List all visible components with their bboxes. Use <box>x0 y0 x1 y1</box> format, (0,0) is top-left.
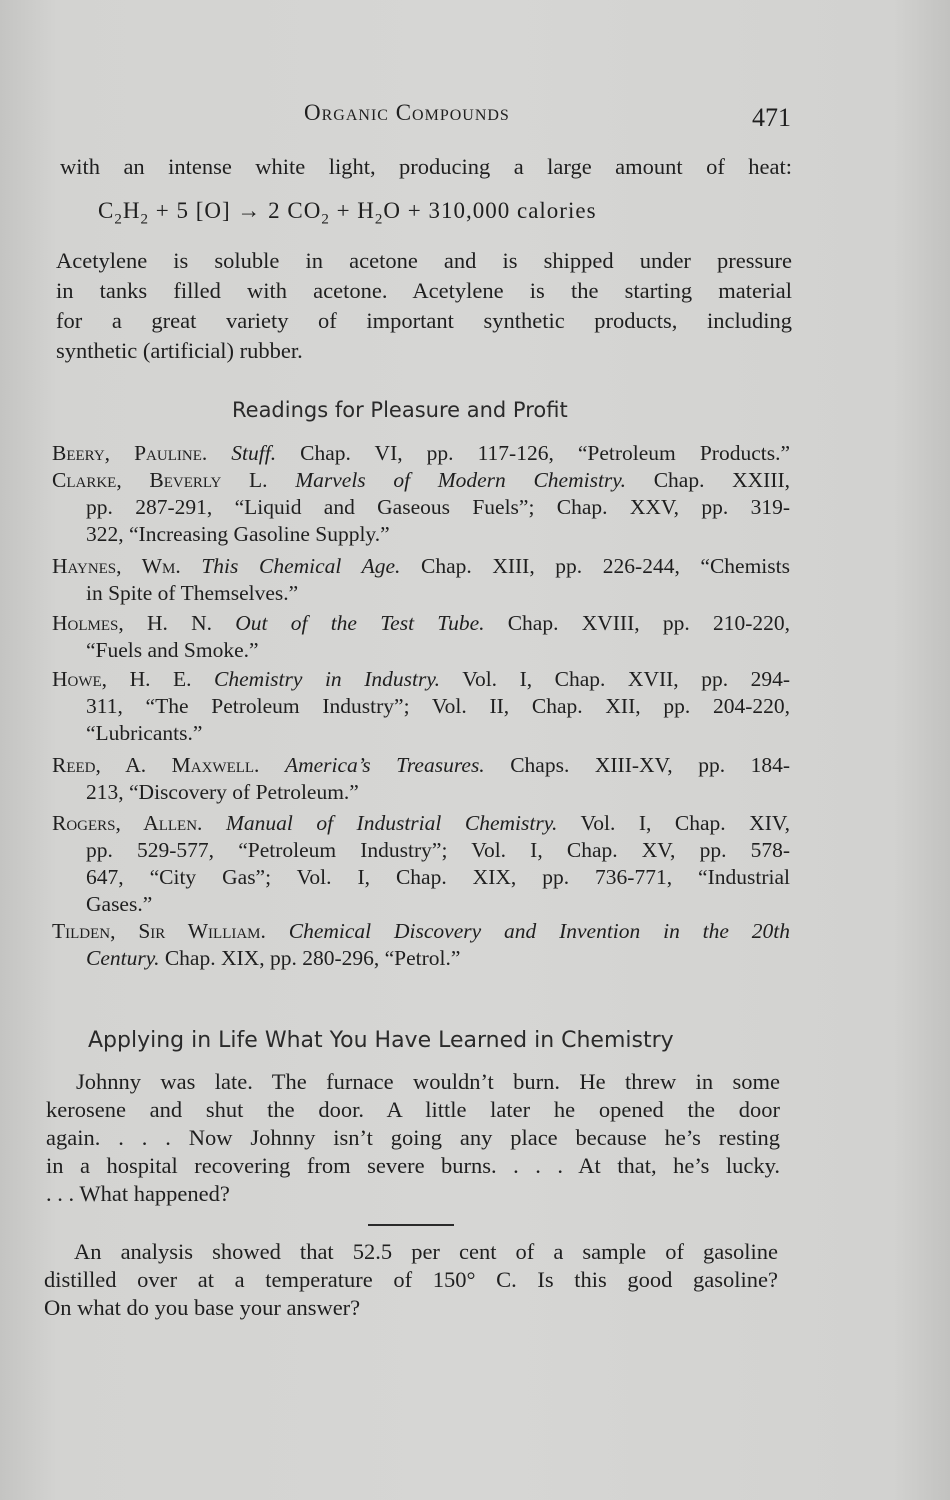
eq-water-h: + H <box>329 198 375 223</box>
reference-title: Chemistry in Industry. <box>214 667 441 691</box>
reference-entry <box>52 440 790 467</box>
reference-continuation: 322, “Increasing Gasoline Supply.” <box>86 522 390 546</box>
intro-text: with an intense white light, producing a large amount of heat: <box>60 154 792 179</box>
reference-author: Reed, A. Maxwell. <box>52 753 260 777</box>
reference-entry <box>52 553 790 607</box>
applying-heading: Applying in Life What You Have Learned in Chemistry <box>88 1028 674 1053</box>
reference-entry <box>52 467 790 548</box>
reference-details: Chap. XIX, pp. 280-296, “Petrol.” <box>164 946 461 970</box>
reference-line <box>52 440 790 467</box>
reference-title-continued: Century. <box>86 946 160 970</box>
reference-title: Out of the Test Tube. <box>235 611 485 635</box>
reference-author: Haynes, Wm. <box>52 554 181 578</box>
paragraph-line: in tanks filled with acetone. Acetylene is the starting material <box>56 278 792 303</box>
reference-continuation: 647, “City Gas”; Vol. I, Chap. XIX, pp. 736-771, “Industrial <box>86 865 790 889</box>
reference-entry <box>52 918 790 972</box>
reference-details: Chaps. XIII-XV, pp. 184- <box>510 753 791 777</box>
paragraph-line: An analysis showed that 52.5 per cent of a sample of gasoline <box>74 1239 778 1264</box>
reference-details: Vol. I, Chap. XVII, pp. 294- <box>462 667 790 691</box>
reference-details: Chap. XVIII, pp. 210-220, <box>507 611 790 635</box>
paragraph-line: Acetylene is soluble in acetone and is shipped under pressure <box>56 248 792 273</box>
paragraph-line: again. . . . Now Johnny isn’t going any place because he’s resting <box>46 1125 780 1150</box>
reference-title: Chemical Discovery and Invention in the 20th <box>288 919 791 943</box>
reference-author: Howe, H. E. <box>52 667 192 691</box>
reference-title: Manual of Industrial Chemistry. <box>225 811 558 835</box>
reference-entry <box>52 810 790 918</box>
reference-author: Holmes, H. N. <box>52 611 213 635</box>
reference-details: Chap. VI, pp. 117-126, “Petroleum Products.” <box>300 441 790 465</box>
reference-line <box>52 553 790 580</box>
acetylene-combustion-equation <box>98 198 597 229</box>
reference-author: Clarke, Beverly L. <box>52 468 268 492</box>
reference-entry <box>52 610 790 664</box>
reference-author: Beery, Pauline. <box>52 441 208 465</box>
readings-heading: Readings for Pleasure and Profit <box>232 398 568 422</box>
reference-continuation: 311, “The Petroleum Industry”; Vol. II, Chap. XII, pp. 204-220, <box>86 694 790 718</box>
paragraph-line: . . . What happened? <box>46 1181 230 1206</box>
reference-line <box>52 467 790 494</box>
reference-details: Chap. XIII, pp. 226-244, “Chemists <box>420 554 790 578</box>
intro-line <box>60 152 792 182</box>
reference-title: This Chemical Age. <box>201 554 401 578</box>
reference-line <box>52 666 790 693</box>
reference-continuation: Gases.” <box>86 892 153 916</box>
reference-line <box>52 610 790 637</box>
paragraph-line: synthetic (artificial) rubber. <box>56 338 303 363</box>
eq-tail: O + 310,000 calories <box>383 198 597 223</box>
reference-entry <box>52 752 790 806</box>
reference-line <box>52 810 790 837</box>
eq-h-sub: 2 <box>140 211 149 228</box>
paragraph-line: Johnny was late. The furnace wouldn’t burn. He threw in some <box>76 1069 780 1094</box>
reference-details: Chap. XXIII, <box>653 468 791 492</box>
reference-continuation: “Fuels and Smoke.” <box>86 638 259 662</box>
reference-line <box>52 918 790 945</box>
reference-title: America’s Treasures. <box>284 753 485 777</box>
reference-line <box>52 752 790 779</box>
page-number: 471 <box>752 103 791 132</box>
reference-details: Vol. I, Chap. XIV, <box>580 811 790 835</box>
reference-continuation: in Spite of Themselves.” <box>86 581 299 605</box>
eq-c: C <box>98 198 115 223</box>
paragraph-line: for a great variety of important synthetic products, including <box>56 308 792 333</box>
paragraph-line: distilled over at a temperature of 150° C. Is this good gasoline? <box>44 1267 778 1292</box>
reference-continuation: pp. 529-577, “Petroleum Industry”; Vol. I, Chap. XV, pp. 578- <box>86 838 790 862</box>
eq-c-sub: 2 <box>114 211 123 228</box>
johnny-paragraph <box>46 1068 780 1208</box>
reference-author: Rogers, Allen. <box>52 811 203 835</box>
reference-continuation: 213, “Discovery of Petroleum.” <box>86 780 359 804</box>
eq-h2o-sub: 2 <box>374 211 384 228</box>
eq-h: H <box>122 198 141 223</box>
paragraph-line: On what do you base your answer? <box>44 1295 361 1320</box>
reference-entry <box>52 666 790 747</box>
acetylene-paragraph <box>56 246 792 366</box>
running-header-title: Organic Compounds <box>304 100 510 125</box>
reference-title: Marvels of Modern Chemistry. <box>295 468 627 492</box>
gasoline-question-paragraph <box>44 1238 778 1322</box>
section-divider-rule <box>368 1224 454 1226</box>
paragraph-line: kerosene and shut the door. A little later he opened the door <box>46 1097 780 1122</box>
reference-title: Stuff. <box>231 441 277 465</box>
reference-author: Tilden, Sir William. <box>52 919 266 943</box>
paragraph-line: in a hospital recovering from severe burns. . . . At that, he’s lucky. <box>46 1153 780 1178</box>
reference-continuation: “Lubricants.” <box>86 721 203 745</box>
eq-middle: + 5 [O] → 2 CO <box>148 198 322 223</box>
eq-co2-sub: 2 <box>321 211 330 228</box>
reference-continuation: pp. 287-291, “Liquid and Gaseous Fuels”; Chap. XXV, pp. 319- <box>86 495 790 519</box>
reference-continuation <box>52 945 790 972</box>
